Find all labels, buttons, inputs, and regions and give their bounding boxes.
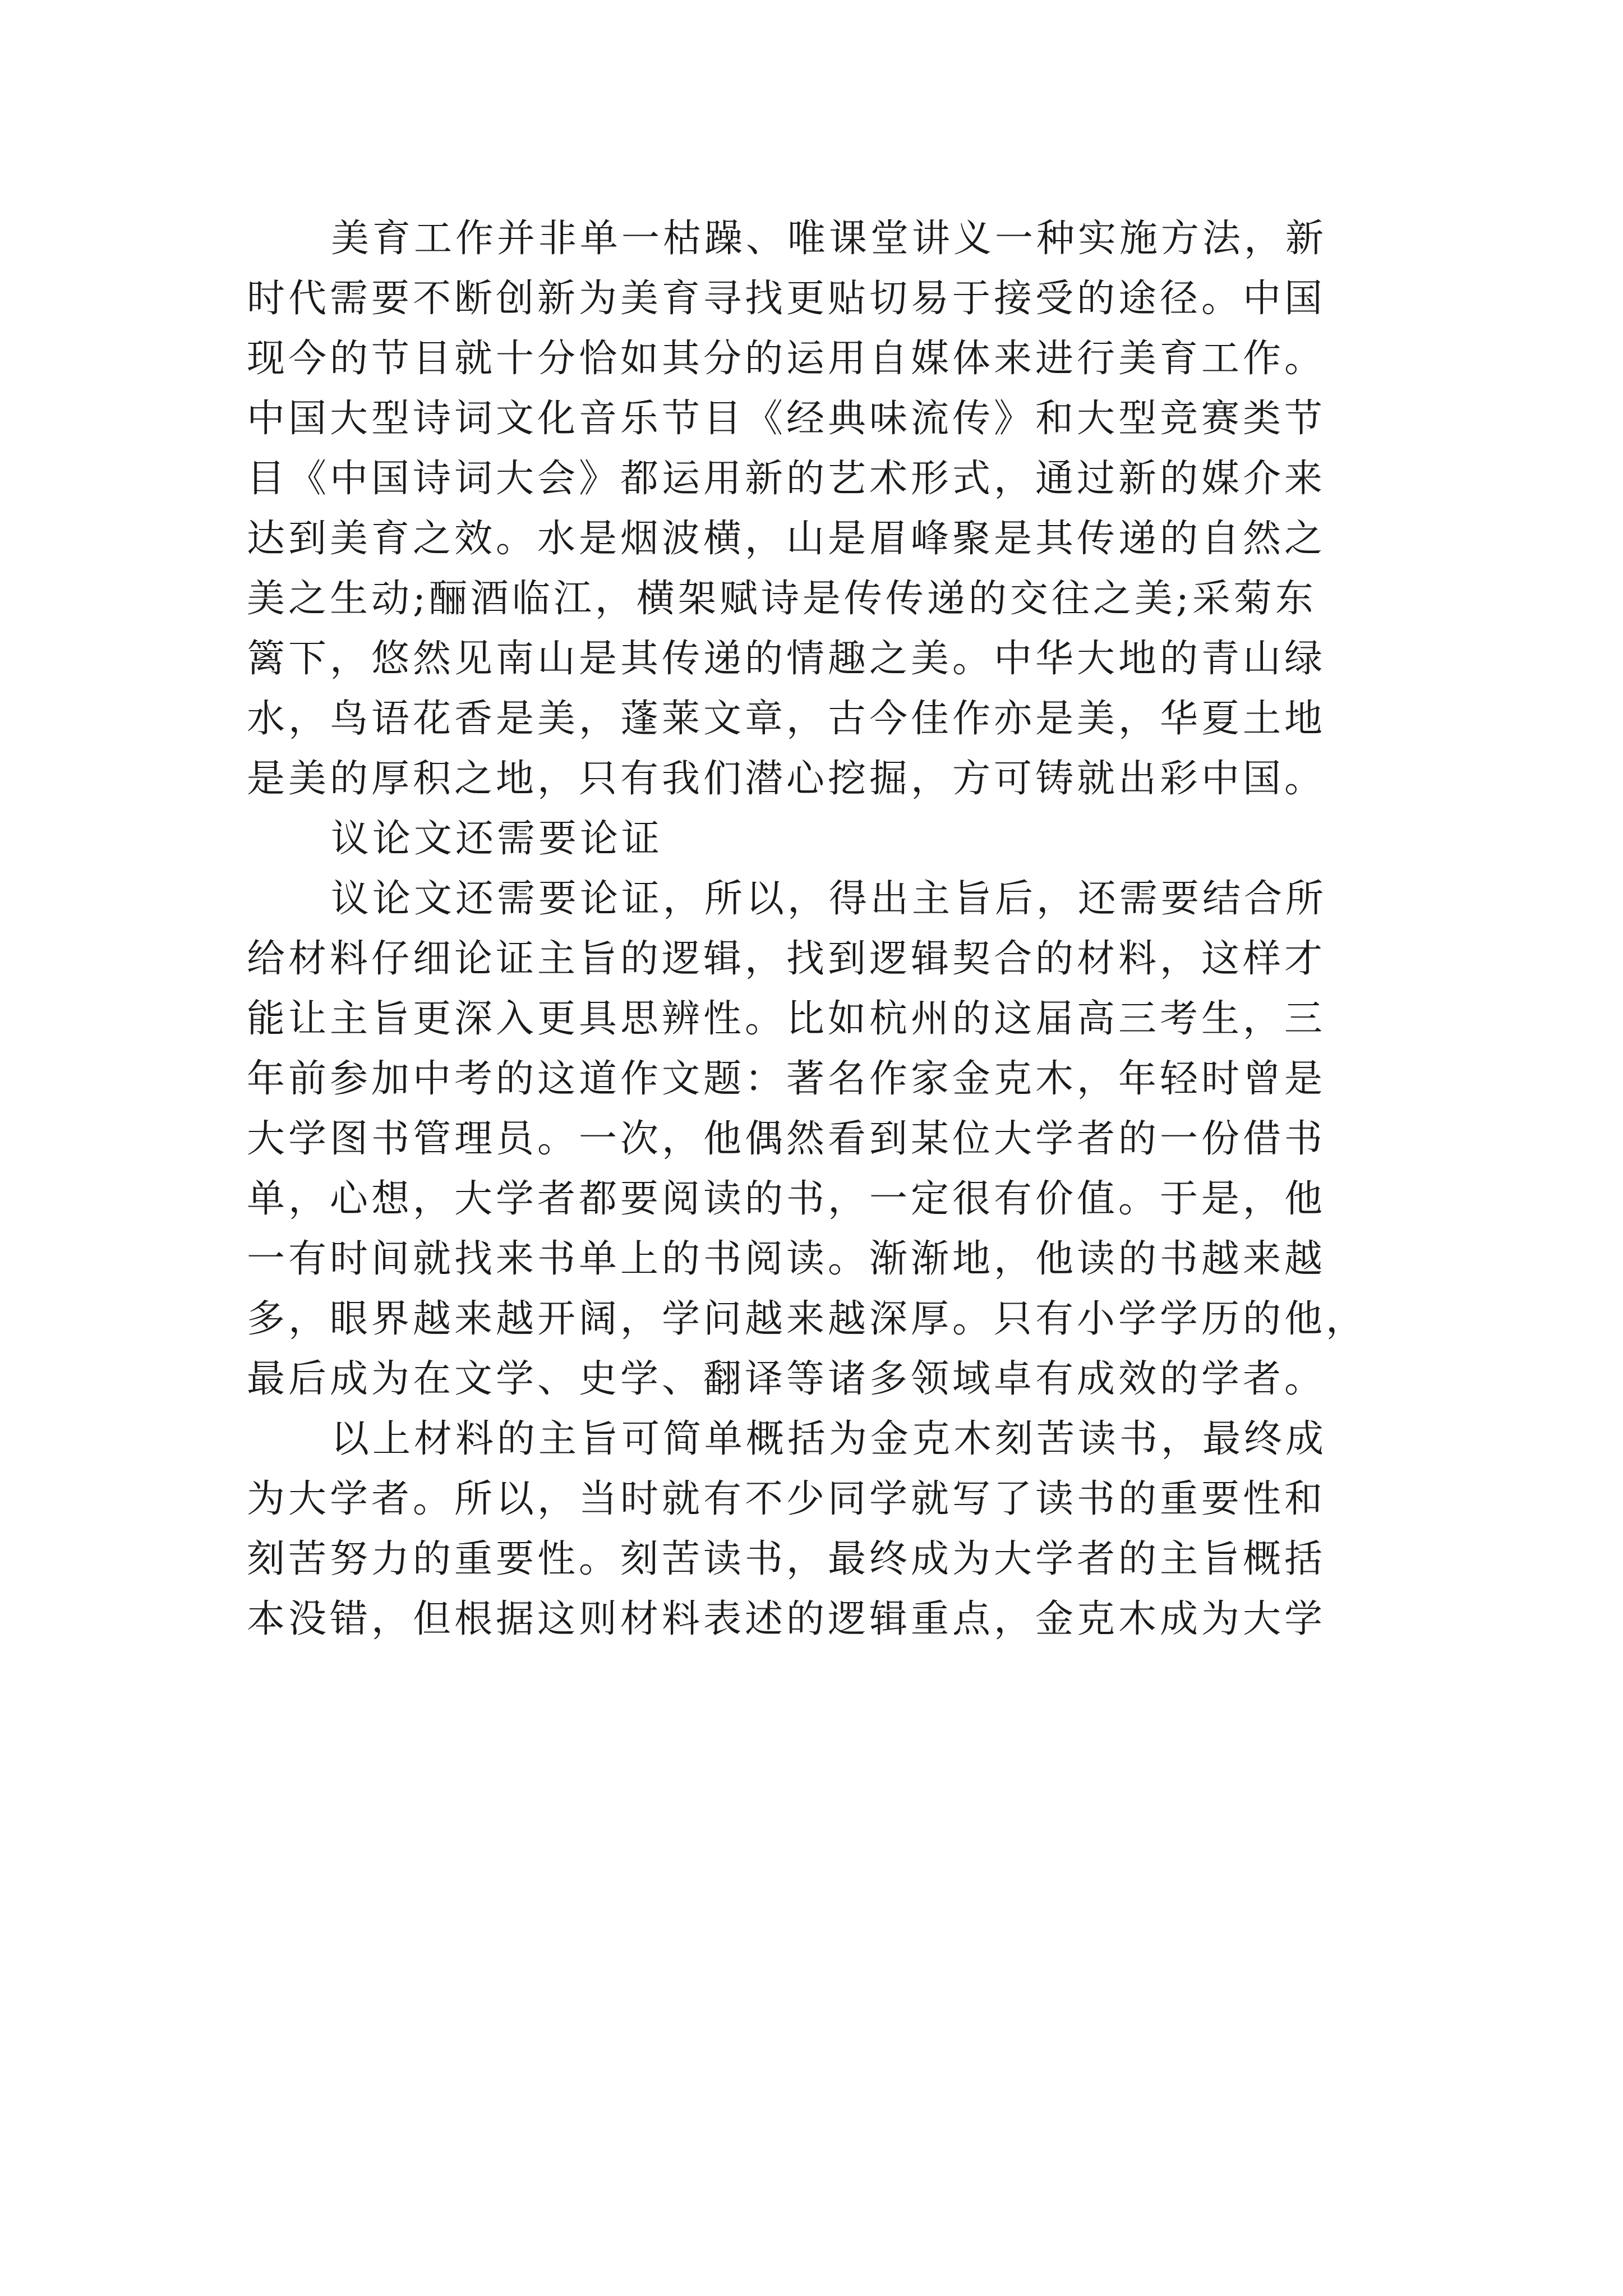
paragraph-line: 刻苦努力的重要性。刻苦读书，最终成为大学者的主旨概括 (247, 1537, 1326, 1581)
paragraph-line: 能让主旨更深入更具思辨性。比如杭州的这届高三考生，三 (247, 997, 1326, 1041)
paragraph-line: 中国大型诗词文化音乐节目《经典味流传》和大型竞赛类节 (247, 397, 1326, 441)
paragraph-line: 为大学者。所以，当时就有不少同学就写了读书的重要性和 (247, 1477, 1326, 1521)
section-heading: 议论文还需要论证 (331, 817, 663, 861)
paragraph-line: 年前参加中考的这道作文题：著名作家金克木，年轻时曾是 (247, 1057, 1326, 1101)
paragraph-line: 一有时间就找来书单上的书阅读。渐渐地，他读的书越来越 (247, 1237, 1326, 1281)
paragraph-line: 最后成为在文学、史学、翻译等诸多领域卓有成效的学者。 (247, 1357, 1326, 1401)
paragraph-line: 本没错，但根据这则材料表述的逻辑重点，金克木成为大学 (247, 1597, 1326, 1641)
paragraph-line: 议论文还需要论证，所以，得出主旨后，还需要结合所 (331, 877, 1327, 921)
paragraph-line: 大学图书管理员。一次，他偶然看到某位大学者的一份借书 (247, 1117, 1326, 1161)
paragraph-line: 单，心想，大学者都要阅读的书，一定很有价值。于是，他 (247, 1177, 1326, 1221)
paragraph-line: 美之生动;酾酒临江，横架赋诗是传传递的交往之美;采菊东 (247, 577, 1317, 621)
paragraph-line: 时代需要不断创新为美育寻找更贴切易于接受的途径。中国 (247, 277, 1326, 321)
paragraph-line: 是美的厚积之地，只有我们潜心挖掘，方可铸就出彩中国。 (247, 757, 1326, 801)
paragraph-line: 目《中国诗词大会》都运用新的艺术形式，通过新的媒介来 (247, 457, 1326, 501)
paragraph-line: 达到美育之效。水是烟波横，山是眉峰聚是其传递的自然之 (247, 517, 1326, 561)
paragraph-line: 水，鸟语花香是美，蓬莱文章，古今佳作亦是美，华夏土地 (247, 697, 1326, 741)
paragraph-line: 篱下，悠然见南山是其传递的情趣之美。中华大地的青山绿 (247, 637, 1326, 681)
paragraph-line: 给材料仔细论证主旨的逻辑，找到逻辑契合的材料，这样才 (247, 937, 1326, 981)
paragraph-line: 美育工作并非单一枯躁、唯课堂讲义一种实施方法，新 (331, 217, 1327, 261)
paragraph-line: 多，眼界越来越开阔，学问越来越深厚。只有小学学历的他， (247, 1297, 1368, 1341)
paragraph-line: 现今的节目就十分恰如其分的运用自媒体来进行美育工作。 (247, 337, 1326, 381)
body-text (247, 209, 1391, 1649)
paragraph-line: 以上材料的主旨可简单概括为金克木刻苦读书，最终成 (331, 1417, 1327, 1461)
